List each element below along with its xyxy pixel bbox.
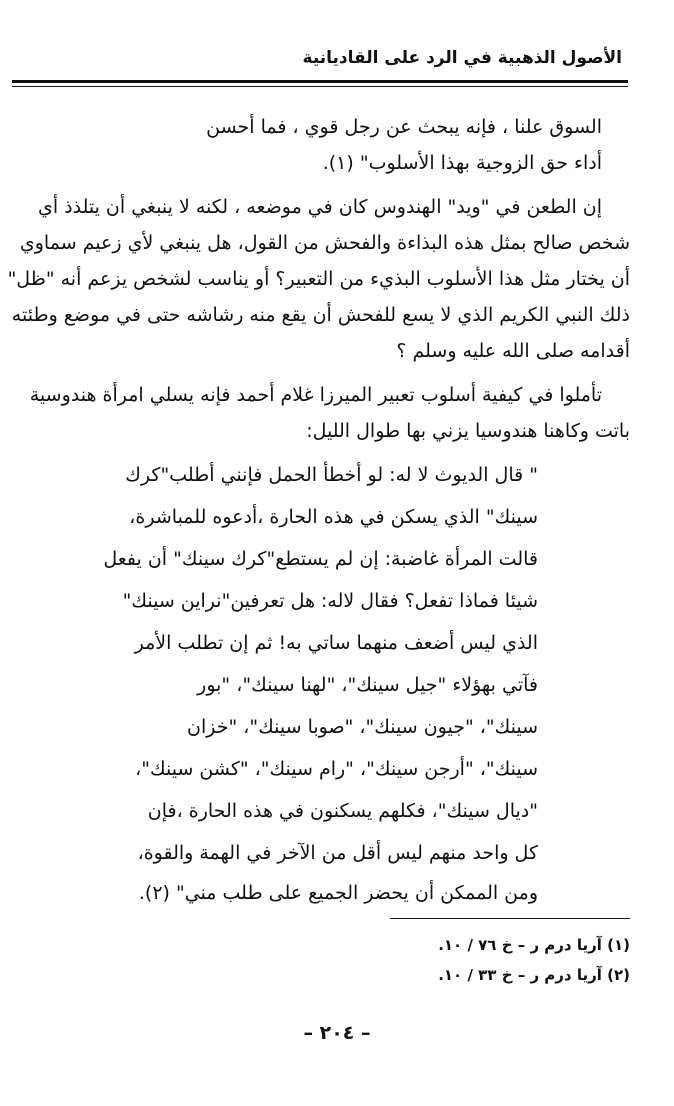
quote-line: كل واحد منهم ليس أقل من الآخر في الهمة والقوة، [137,842,538,864]
body-line: أن يختار مثل هذا الأسلوب البذيء من التعبير؟ أو يناسب لشخص يزعم أنه "ظل" [7,268,630,290]
footnote-rule [390,918,630,919]
quote-line: قالت المرأة غاضبة: إن لم يستطع"كرك سينك" أن يفعل [103,548,538,570]
body-line: أداء حق الزوجية بهذا الأسلوب" (١). [322,152,602,174]
quote-line: سينك"، "أرجن سينك"، "رام سينك"، "كشن سينك"، [135,758,538,780]
quote-line: سينك" الذي يسكن في هذه الحارة ،أدعوه للمباشرة، [129,506,538,528]
body-line: باتت وكاهنا هندوسيا يزني بها طوال الليل: [306,420,630,442]
header-rule-thin [12,86,628,87]
quote-line: ومن الممكن أن يحضر الجميع على طلب مني" (٢). [138,882,538,904]
footnote: (١) آريا درم ر – خ ٧٦ / ١٠. [438,936,630,954]
quote-line: شيئا فماذا تفعل؟ فقال لاله: هل تعرفين"نراين سينك" [122,590,538,612]
body-line: ذلك النبي الكريم الذي لا يسع للفحش أن يقع منه رشاشه حتى في موضع وطئته [11,304,630,326]
quote-line: سينك"، "جيون سينك"، "صوبا سينك"، "خزان [187,716,538,738]
quote-line: الذي ليس أضعف منهما ساتي به! ثم إن تطلب الأمر [134,632,538,654]
header-rule-thick [12,80,628,83]
body-line: تأملوا في كيفية أسلوب تعبير الميرزا غلام أحمد فإنه يسلي امرأة هندوسية [29,384,602,406]
quote-line: "ديال سينك"، فكلهم يسكنون في هذه الحارة ،فإن [147,800,538,822]
body-line: شخص صالح بمثل هذه البذاءة والفحش من القول، هل ينبغي لأي زعيم سماوي [19,232,630,254]
body-line: إن الطعن في "ويد" الهندوس كان في موضعه ، لكنه لا ينبغي أن يتلذذ أي [37,196,602,218]
running-title: الأصول الذهبية في الرد على القاديانية [302,48,622,68]
quote-line: " قال الديوث لا له: لو أخطأ الحمل فإنني أطلب"كرك [125,464,538,486]
page-number: – ٢٠٤ – [303,1022,371,1044]
footnote: (٢) آريا درم ر – خ ٣٣ / ١٠. [438,966,630,984]
body-line: السوق علنا ، فإنه يبحث عن رجل قوي ، فما أحسن [206,116,602,138]
body-line: أقدامه صلى الله عليه وسلم ؟ [396,340,630,362]
quote-line: فآتي بهؤلاء "جيل سينك"، "لهنا سينك"، "بور [197,674,538,696]
